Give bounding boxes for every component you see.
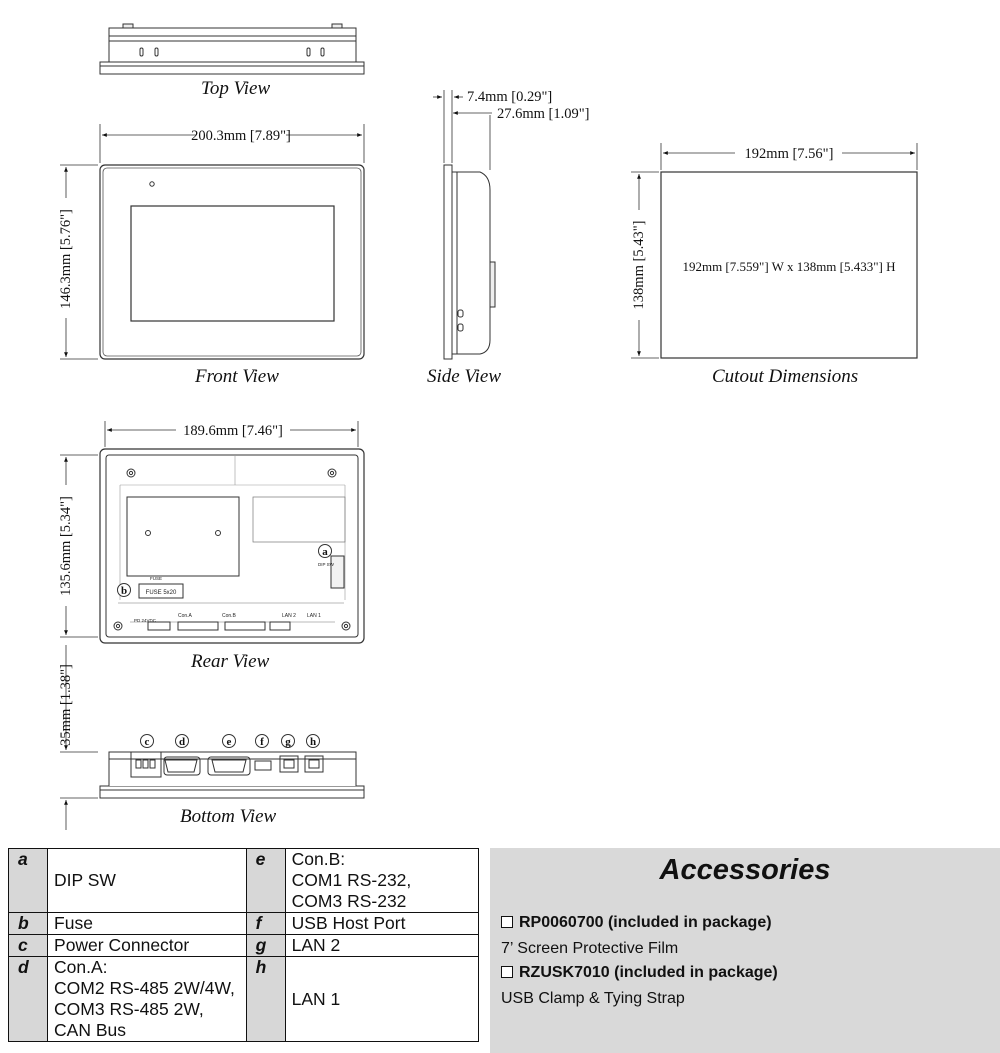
bottom-view-drawing (100, 752, 364, 798)
rear-view-caption: Rear View (191, 651, 270, 672)
table-value-cell (48, 935, 247, 957)
rear-fuse-box-label: FUSE 5x20 (145, 590, 177, 596)
rear-lan2-label: LAN 2 (282, 613, 296, 619)
table-row (9, 913, 479, 935)
rear-dip-label: DIP SW (318, 562, 334, 567)
side-depth-label: 27.6mm [1.09"] (497, 106, 590, 122)
accessory-code-label: RZUSK7010 (included in package) (519, 964, 778, 981)
cutout-caption: Cutout Dimensions (712, 366, 859, 387)
rear-height-label: 135.6mm [5.34"] (58, 496, 74, 596)
rear-callout-b (118, 584, 131, 598)
side-view-caption: Side View (427, 366, 502, 387)
bottom-callout-g (282, 735, 295, 749)
checkbox-icon (501, 966, 513, 978)
front-height-label: 146.3mm [5.76"] (58, 209, 74, 309)
rear-fuse-title: FUSE (150, 576, 163, 581)
table-key-cell: f (246, 913, 285, 935)
side-view-drawing (444, 165, 495, 359)
front-view-caption: Front View (195, 366, 279, 387)
table-value-cell (285, 935, 478, 957)
bottom-callout-c (141, 735, 154, 749)
table-value-cell (285, 913, 478, 935)
table-value-line: Con.A: (54, 957, 108, 977)
table-value-line: COM1 RS-232, (291, 870, 412, 890)
svg-text:c: c (144, 736, 150, 748)
table-value-line: COM2 RS-485 2W/4W, (54, 978, 235, 998)
table-value-line: COM3 RS-232 (291, 891, 407, 911)
table-key-cell: a (9, 849, 48, 913)
accessory-item-description: USB Clamp & Tying Strap (501, 990, 685, 1007)
table-value-line: DIP SW (54, 870, 116, 890)
connector-legend-table (8, 848, 479, 1042)
table-key-cell: d (9, 957, 48, 1042)
rear-lan1-label: LAN 1 (307, 613, 321, 619)
cutout-height-label: 138mm [5.43"] (631, 220, 647, 310)
svg-text:a: a (322, 546, 328, 558)
svg-text:f: f (260, 736, 264, 748)
rear-callout-a (319, 545, 332, 559)
accessory-item-code (501, 964, 778, 982)
top-view-drawing (100, 24, 364, 74)
bottom-callout-d (176, 735, 189, 749)
svg-text:h: h (309, 736, 317, 748)
table-value-line: CAN Bus (54, 1020, 126, 1040)
bottom-callout-h (307, 735, 320, 749)
bottom-view-caption: Bottom View (180, 806, 277, 827)
table-value-cell (48, 957, 247, 1042)
bottom-callout-e (223, 735, 236, 749)
table-key-cell: h (246, 957, 285, 1042)
table-key-cell: b (9, 913, 48, 935)
accessory-item-description: 7’ Screen Protective Film (501, 940, 679, 957)
accessories-panel (490, 848, 1000, 1053)
svg-text:d: d (178, 736, 186, 748)
bottom-callouts (141, 735, 320, 749)
table-value-line: LAN 2 (291, 935, 341, 955)
table-row (9, 957, 479, 1042)
svg-text:g: g (285, 736, 291, 748)
accessories-title: Accessories (659, 854, 831, 886)
table-value-cell (48, 913, 247, 935)
accessory-code-label: RP0060700 (included in package) (519, 914, 772, 931)
table-value-line: LAN 1 (291, 988, 341, 1009)
cutout-width-label: 192mm [7.56"] (744, 146, 834, 162)
table-key-cell: g (246, 935, 285, 957)
svg-text:b: b (120, 585, 128, 597)
table-value-line: Con.B: (291, 849, 346, 869)
table-value-cell (285, 849, 478, 913)
top-view-caption: Top View (201, 78, 271, 99)
rear-width-label: 189.6mm [7.46"] (183, 423, 283, 439)
front-view-drawing (100, 165, 364, 359)
side-bezel-label: 7.4mm [0.29"] (467, 89, 553, 105)
table-value-line: USB Host Port (291, 913, 406, 933)
table-value-cell (285, 957, 478, 1042)
table-value-cell (48, 849, 247, 913)
rear-con-a-label: Con.A (178, 613, 192, 619)
table-value-line: Fuse (54, 913, 93, 933)
table-key-cell: e (246, 849, 285, 913)
table-key-cell: c (9, 935, 48, 957)
table-row (9, 935, 479, 957)
rear-power-label: PD 24VDC (134, 618, 157, 623)
checkbox-icon (501, 916, 513, 928)
cutout-size-text: 192mm [7.559"] W x 138mm [5.433"] H (682, 259, 896, 274)
table-row (9, 849, 479, 913)
table-value-line: COM3 RS-485 2W, (54, 999, 204, 1019)
table-value-line: Power Connector (54, 935, 190, 955)
front-width-label: 200.3mm [7.89"] (191, 128, 291, 144)
bottom-height-label: 35mm [1.38"] (58, 664, 74, 746)
rear-con-b-label: Con.B (222, 613, 236, 619)
accessory-item-code (501, 914, 772, 932)
svg-text:e: e (226, 736, 232, 748)
bottom-callout-f (256, 735, 269, 749)
